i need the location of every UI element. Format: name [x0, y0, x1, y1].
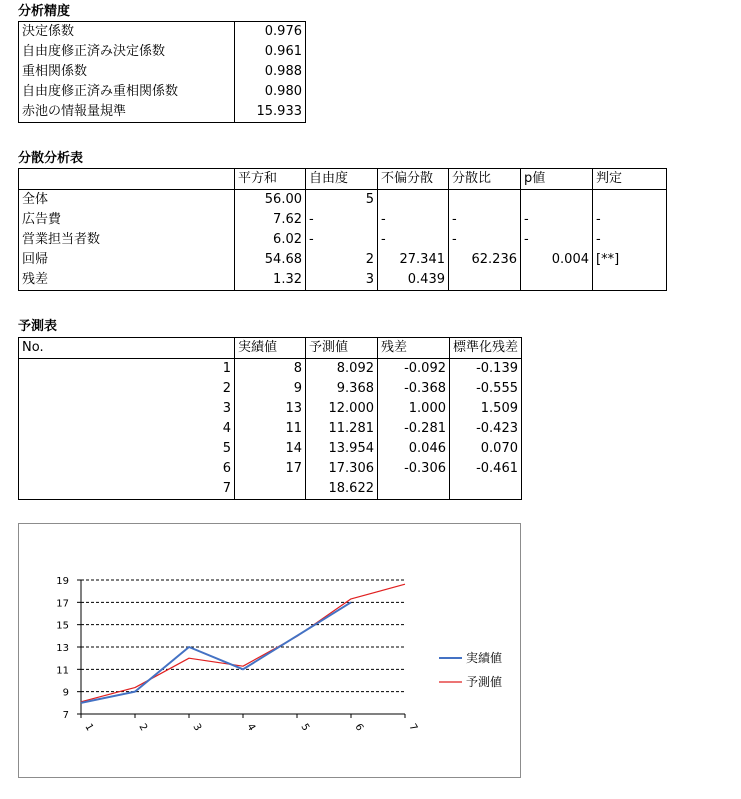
accuracy-label: 赤池の情報量規準	[19, 102, 235, 123]
accuracy-value: 0.980	[235, 82, 306, 102]
anova-cell: 56.00	[235, 190, 306, 211]
prediction-header-cell: 残差	[378, 338, 450, 359]
anova-header-cell: 自由度	[306, 169, 378, 190]
prediction-cell-no: 7	[19, 479, 235, 500]
anova-cell: 1.32	[235, 270, 306, 291]
anova-cell: [**]	[593, 250, 667, 270]
accuracy-row	[19, 22, 306, 43]
prediction-cell-actual	[235, 479, 306, 500]
anova-cell: 62.236	[449, 250, 521, 270]
prediction-cell-std-residual: -0.555	[450, 379, 522, 399]
anova-row-label: 全体	[19, 190, 235, 211]
accuracy-label: 重相関係数	[19, 62, 235, 82]
y-tick-label: 17	[56, 598, 69, 610]
prediction-cell-predicted: 8.092	[306, 359, 378, 380]
prediction-cell-residual: -0.092	[378, 359, 450, 380]
anova-row	[19, 230, 667, 250]
prediction-cell-residual	[378, 479, 450, 500]
anova-cell	[378, 190, 449, 211]
anova-row	[19, 270, 667, 291]
x-tick-label: 6	[352, 722, 366, 734]
accuracy-title: 分析精度	[18, 4, 71, 19]
anova-cell	[521, 270, 593, 291]
prediction-cell-std-residual: 0.070	[450, 439, 522, 459]
anova-row-label: 広告費	[19, 210, 235, 230]
prediction-cell-predicted: 11.281	[306, 419, 378, 439]
anova-header-cell: p値	[521, 169, 593, 190]
anova-cell: -	[521, 230, 593, 250]
prediction-cell-std-residual: -0.461	[450, 459, 522, 479]
prediction-cell-actual: 17	[235, 459, 306, 479]
prediction-cell-no: 1	[19, 359, 235, 380]
anova-cell: -	[593, 210, 667, 230]
prediction-cell-std-residual: -0.423	[450, 419, 522, 439]
anova-row-label: 営業担当者数	[19, 230, 235, 250]
legend-label: 実績値	[466, 651, 503, 665]
prediction-cell-actual: 11	[235, 419, 306, 439]
anova-header-cell: 不偏分散	[378, 169, 449, 190]
series-actual-line	[81, 602, 351, 703]
prediction-cell-std-residual: 1.509	[450, 399, 522, 419]
prediction-cell-no: 6	[19, 459, 235, 479]
x-tick-label: 3	[190, 722, 204, 734]
anova-cell: 2	[306, 250, 378, 270]
anova-row-label: 残差	[19, 270, 235, 291]
prediction-header-cell: No.	[19, 338, 235, 359]
prediction-row	[19, 479, 522, 500]
anova-cell: 0.439	[378, 270, 449, 291]
y-tick-label: 7	[62, 710, 69, 721]
anova-cell: -	[378, 230, 449, 250]
prediction-row	[19, 399, 522, 419]
x-tick-label: 5	[298, 722, 312, 734]
prediction-cell-residual: -0.306	[378, 459, 450, 479]
y-tick-label: 9	[62, 687, 69, 699]
prediction-cell-predicted: 12.000	[306, 399, 378, 419]
anova-header-row	[19, 169, 667, 190]
anova-cell: 27.341	[378, 250, 449, 270]
x-tick-label: 7	[406, 722, 420, 734]
prediction-cell-predicted: 18.622	[306, 479, 378, 500]
prediction-cell-std-residual	[450, 479, 522, 500]
accuracy-value: 0.976	[235, 22, 306, 43]
prediction-row	[19, 459, 522, 479]
prediction-cell-actual: 8	[235, 359, 306, 380]
anova-cell	[449, 190, 521, 211]
prediction-header-cell: 標準化残差	[450, 338, 522, 359]
anova-cell	[521, 190, 593, 211]
anova-header-cell: 分散比	[449, 169, 521, 190]
prediction-cell-predicted: 9.368	[306, 379, 378, 399]
x-tick-label: 1	[82, 722, 96, 734]
line-chart	[18, 523, 521, 778]
anova-row	[19, 250, 667, 270]
accuracy-row	[19, 82, 306, 102]
prediction-cell-no: 4	[19, 419, 235, 439]
accuracy-table	[18, 21, 306, 123]
anova-cell: -	[449, 210, 521, 230]
prediction-cell-actual: 14	[235, 439, 306, 459]
anova-header-cell: 判定	[593, 169, 667, 190]
accuracy-row	[19, 42, 306, 62]
prediction-title: 予測表	[18, 319, 58, 334]
accuracy-row	[19, 62, 306, 82]
prediction-cell-no: 3	[19, 399, 235, 419]
anova-header-blank	[19, 169, 235, 190]
anova-row	[19, 190, 667, 211]
anova-row	[19, 210, 667, 230]
prediction-cell-predicted: 13.954	[306, 439, 378, 459]
anova-cell: 0.004	[521, 250, 593, 270]
prediction-cell-predicted: 17.306	[306, 459, 378, 479]
anova-row-label: 回帰	[19, 250, 235, 270]
prediction-header-cell: 実績値	[235, 338, 306, 359]
anova-cell: -	[306, 210, 378, 230]
anova-title: 分散分析表	[18, 151, 84, 166]
anova-cell: 5	[306, 190, 378, 211]
anova-cell: -	[521, 210, 593, 230]
prediction-cell-no: 2	[19, 379, 235, 399]
y-tick-label: 11	[56, 665, 69, 677]
anova-header-cell: 平方和	[235, 169, 306, 190]
prediction-cell-residual: -0.368	[378, 379, 450, 399]
legend-label: 予測値	[466, 675, 503, 689]
prediction-cell-residual: 0.046	[378, 439, 450, 459]
chart-svg	[19, 524, 520, 777]
x-tick-label: 2	[136, 722, 150, 734]
prediction-header-row	[19, 338, 522, 359]
prediction-cell-residual: -0.281	[378, 419, 450, 439]
accuracy-value: 15.933	[235, 102, 306, 123]
accuracy-value: 0.961	[235, 42, 306, 62]
anova-table	[18, 168, 667, 291]
prediction-row	[19, 379, 522, 399]
anova-cell	[593, 190, 667, 211]
y-tick-label: 19	[56, 576, 69, 587]
prediction-table	[18, 337, 522, 500]
anova-cell: -	[306, 230, 378, 250]
anova-cell: -	[449, 230, 521, 250]
prediction-row	[19, 419, 522, 439]
accuracy-row	[19, 102, 306, 123]
y-tick-label: 15	[56, 620, 69, 632]
prediction-cell-no: 5	[19, 439, 235, 459]
prediction-row	[19, 439, 522, 459]
accuracy-label: 決定係数	[19, 22, 235, 43]
prediction-cell-actual: 9	[235, 379, 306, 399]
accuracy-label: 自由度修正済み決定係数	[19, 42, 235, 62]
accuracy-value: 0.988	[235, 62, 306, 82]
prediction-header-cell: 予測値	[306, 338, 378, 359]
anova-cell: 54.68	[235, 250, 306, 270]
anova-cell	[449, 270, 521, 291]
anova-cell: -	[593, 230, 667, 250]
anova-cell	[593, 270, 667, 291]
anova-cell: 3	[306, 270, 378, 291]
anova-cell: -	[378, 210, 449, 230]
anova-cell: 6.02	[235, 230, 306, 250]
prediction-row	[19, 359, 522, 380]
accuracy-label: 自由度修正済み重相関係数	[19, 82, 235, 102]
y-tick-label: 13	[56, 643, 69, 654]
prediction-cell-std-residual: -0.139	[450, 359, 522, 380]
x-tick-label: 4	[244, 722, 258, 734]
anova-cell: 7.62	[235, 210, 306, 230]
prediction-cell-residual: 1.000	[378, 399, 450, 419]
prediction-cell-actual: 13	[235, 399, 306, 419]
